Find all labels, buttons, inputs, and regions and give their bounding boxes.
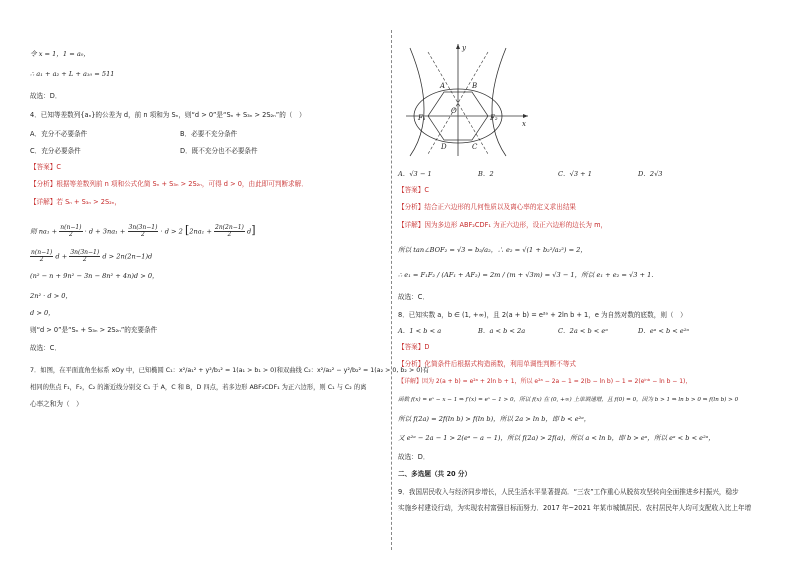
numerator: 2n(2n−1): [215, 224, 244, 231]
option-a: A．充分不必要条件: [30, 130, 88, 138]
label-d: D: [441, 143, 447, 151]
option-c: C．√3 + 1: [558, 170, 592, 178]
text-line: ∴ a₁ + a₂ + L + a₁₀ = 511: [30, 70, 115, 78]
denominator: 2: [39, 256, 44, 263]
fraction: [69, 250, 100, 263]
numerator: n(n−1): [31, 249, 53, 256]
option-b: B．a < b < 2a: [478, 327, 526, 335]
answer-label: 【答案】C: [398, 186, 429, 194]
option-c: C．充分必要条件: [30, 147, 81, 155]
denominator: 2: [68, 231, 73, 238]
label-b: B: [472, 82, 478, 90]
label-c: C: [472, 143, 478, 151]
option-a: A．1 < b < a: [398, 327, 442, 335]
equation-line: 所以 f(2a) = 2f(ln b) > f(ln b)，所以 2a > ln b，即 b < e²ᵃ，: [398, 415, 591, 423]
text-line: 故选：D．: [30, 92, 62, 100]
detail-text: 【详解】若 Sₙ + S₃ₙ > 2S₂ₙ，: [30, 198, 122, 206]
equation-line: 所以 tan∠BOF₂ = √3 = b₂/a₂，∴ e₂ = √(1 + b₂²/a₂²) = 2，: [398, 246, 587, 254]
question-7-stem: 相同的焦点 F₁，F₂，C₂ 的渐近线分别交 C₁ 于 A，C 和 B，D 四点，若多边形 ABF₂CDF₁ 为正六边形，则 C₁ 与 C₂ 的离: [30, 384, 367, 391]
eq-part: 则 na₁ +: [30, 227, 58, 236]
eq-part: 2na₁ +: [189, 227, 212, 236]
option-d: D．eᵃ < b < e²ᵃ: [638, 327, 689, 335]
text-line: 令 x = 1，1 = a₀，: [30, 50, 90, 58]
question-4-stem: 4．已知等差数列{aₙ}的公差为 d，前 n 项和为 Sₙ，则“d > 0”是“Sₙ + S₃ₙ > 2S₂ₙ”的（ ）: [30, 111, 306, 119]
option-d: D．2√3: [638, 170, 663, 178]
hyperbola-left-branch: [410, 48, 424, 156]
label-f2: F₂: [490, 114, 498, 122]
fraction: [214, 225, 245, 238]
denominator: 2: [82, 256, 87, 263]
equation-line: 又 e²ᵃ − 2a − 1 > 2(eᵃ − a − 1)，所以 f(2a) > 2f(a)，所以 a < ln b，即 b > eᵃ，所以 eᵃ < b < e²ᵃ，: [398, 434, 715, 442]
fraction: [30, 250, 53, 263]
option-b: B．2: [478, 170, 494, 178]
detail-text: 【详解】因为 2(a + b) = e²ᵃ + 2ln b + 1，所以 e²ᵃ − 2a − 1 = 2(b − ln b) − 1 = 2(eˡⁿᵇ − ln b − 1)，: [398, 378, 692, 385]
fraction: [59, 225, 82, 238]
eq-part: d > 2n(2n−1)d: [102, 252, 153, 261]
answer-label: 【答案】C: [30, 163, 61, 171]
numerator: 3n(3n−1): [70, 249, 100, 256]
denominator: 2: [141, 231, 145, 238]
figure-ellipse-hyperbola: [404, 40, 532, 158]
eq-part: · d + 3na₁ +: [84, 227, 126, 236]
question-8-stem: 8．已知实数 a，b ∈ (1, +∞)，且 2(a + b) = e²ᵃ + 2ln b + 1，e 为自然对数的底数，则（ ）: [398, 311, 687, 319]
equation-line: [30, 250, 152, 263]
equation-line: d > 0，: [30, 309, 55, 317]
option-b: B．必要不充分条件: [180, 130, 238, 138]
eq-part: · d > 2: [160, 227, 183, 236]
column-divider: [391, 30, 392, 550]
bracket: [: [184, 223, 190, 237]
section-heading: 二、多选题（共 20 分）: [398, 470, 472, 478]
detail-text: 【详解】因为多边形 ABF₂CDF₁ 为正六边形，设正六边形的边长为 m，: [398, 221, 608, 229]
text-line: 故选：C．: [398, 293, 429, 301]
option-d: D．既不充分也不必要条件: [180, 147, 258, 155]
label-f1: F₁: [418, 114, 426, 122]
equation-line: ∴ e₁ = F₁F₂ / (AF₁ + AF₂) = 2m / (m + √3m) = √3 − 1，所以 e₁ + e₂ = √3 + 1．: [398, 271, 658, 279]
denominator: 2: [227, 231, 232, 238]
eq-part: d +: [55, 252, 68, 261]
fraction: [128, 225, 159, 238]
eq-part: d: [247, 227, 252, 236]
equation-line: (n² − n + 9n² − 3n − 8n² + 4n)d > 0，: [30, 272, 159, 280]
y-axis-arrow: [456, 44, 460, 49]
equation-line: 函数 f(x) = eˣ − x − 1 ⇒ f′(x) = eˣ − 1 > 0，所以 f(x) 在 (0, +∞) 上单调递增，且 f(0) = 0，因为 b > 1 ⇒ ln b > 0 ⇒ f(ln b) > 0: [398, 397, 739, 403]
question-7-stem: 7．如图，在平面直角坐标系 xOy 中，已知椭圆 C₁：x²/a₁² + y²/b₁² = 1(a₁ > b₁ > 0)和双曲线 C₂：x²/a₂² − y²/b₂² = 1(a₂ > 0, b₂ > 0)有: [30, 367, 429, 374]
hyperbola-right-branch: [492, 48, 506, 156]
label-o: O: [451, 107, 457, 115]
option-c: C．2a < b < eᵃ: [558, 327, 608, 335]
equation-line: 2n² · d > 0，: [30, 292, 73, 300]
label-a: A: [440, 82, 446, 90]
question-9-stem: 9．我国居民收入与经济同步增长，人民生活水平显著提高．“三农”工作重心从脱贫攻坚转向全面推进乡村振兴，稳步: [398, 488, 739, 496]
label-x: x: [522, 120, 526, 128]
bracket: ]: [251, 223, 256, 237]
question-7-stem: 心率之和为（ ）: [30, 400, 83, 408]
conclusion-text: 则“d > 0”是“Sₙ + S₃ₙ > 2S₂ₙ”的充要条件: [30, 326, 158, 334]
label-y: y: [462, 44, 466, 52]
analysis-text: 【分析】化简条件后根据式构造函数，利用单调性判断不等式: [398, 360, 577, 368]
numerator: n(n−1): [60, 224, 82, 231]
answer-label: 【答案】D: [398, 343, 430, 351]
option-a: A．√3 − 1: [398, 170, 432, 178]
numerator: 3n(3n−1): [128, 224, 158, 231]
x-axis-arrow: [523, 114, 528, 118]
text-line: 故选：C．: [30, 344, 61, 352]
analysis-text: 【分析】根据等差数列前 n 项和公式化简 Sₙ + S₃ₙ > 2S₂ₙ，可得 d > 0，由此即可判断求解．: [30, 180, 308, 188]
question-9-stem: 实施乡村建设行动，为实现农村富强目标而努力．2017 年~2021 年某市城镇居民、农村居民年人均可支配收入比上年增: [398, 504, 752, 512]
analysis-text: 【分析】结合正六边形的几何性质以及离心率的定义求出结果: [398, 203, 577, 211]
text-line: 故选：D．: [398, 453, 430, 461]
equation-line: [30, 225, 256, 238]
right-column: [398, 0, 770, 562]
